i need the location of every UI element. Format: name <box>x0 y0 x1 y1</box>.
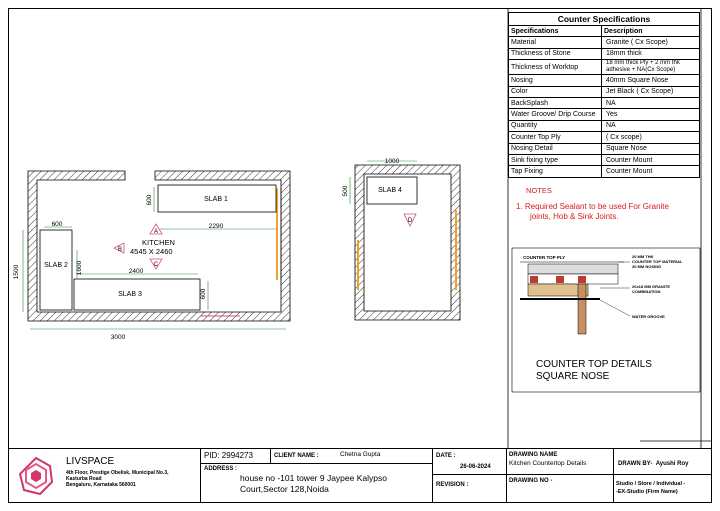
kitchen-dimensions <box>23 187 286 329</box>
detail-label-3: WATER GROOVE <box>632 314 665 319</box>
spec-key: Material <box>509 37 602 48</box>
pid: PID: 2994273 <box>204 451 253 460</box>
detail-counter-top-ply: COUNTER TOP PLY <box>523 255 566 260</box>
spec-key: Quantity <box>509 120 602 131</box>
client-name: Chetna Gupta <box>340 451 381 458</box>
spec-key: Tap Fixing <box>509 166 602 177</box>
spec-value: NA <box>602 120 700 131</box>
notes-line-1: 1. Required Sealant to be used For Granite <box>516 202 669 211</box>
dim-2400: 2400 <box>128 268 144 275</box>
detail-label-1b: COUNTER TOP MATERIAL <box>632 259 683 264</box>
drawn-by: DRAWN BY- Ayushi Roy <box>618 461 689 467</box>
dim-1500: 1500 <box>13 264 20 280</box>
room-2-walls <box>355 165 460 320</box>
dim-1600: 1600 <box>76 260 83 276</box>
detail-label-1a: 20 MM THK <box>632 254 654 259</box>
tag-b: B <box>117 247 123 253</box>
drawing-no-label: DRAWING NO - <box>509 478 553 484</box>
spec-key: Water Groove/ Drip Course <box>509 109 602 120</box>
spec-key: Nosing Detail <box>509 143 602 154</box>
dim-500: 500 <box>342 185 349 197</box>
detail-title-1: COUNTER TOP DETAILS <box>536 359 652 370</box>
spec-key: Thickness of Stone <box>509 48 602 59</box>
slab-4-label: SLAB 4 <box>378 187 402 194</box>
spec-value: NA <box>602 97 700 108</box>
spec-key: Nosing <box>509 75 602 86</box>
tag-a: A <box>153 229 159 235</box>
detail-label-1c: 20 MM NOSING <box>632 264 662 269</box>
date-value: 26-06-2024 <box>460 464 491 470</box>
spec-col-1: Specifications <box>509 26 602 37</box>
spec-value: Counter Mount <box>602 154 700 165</box>
spec-value: Granite ( Cx Scope) <box>602 37 700 48</box>
notes-title: NOTES <box>526 186 552 195</box>
counter-spec-table <box>508 12 700 178</box>
spec-value: Yes <box>602 109 700 120</box>
spec-key: Sink fixing type <box>509 154 602 165</box>
detail-label-2b: COMBINATION <box>632 289 661 294</box>
spec-value: Square Nose <box>602 143 700 154</box>
spec-key: Counter Top Ply <box>509 132 602 143</box>
address-label: ADDRESS : <box>204 466 238 472</box>
dim-3000: 3000 <box>110 334 126 341</box>
detail-label-2a: 20x18 MM GRANITE <box>632 284 671 289</box>
address: house no -101 tower 9 Jaypee Kalypso Court,Sector 128,Noida <box>240 473 387 494</box>
dim-600-top: 600 <box>51 221 63 228</box>
spec-value: 18 mm thick Ply + 2 mm thk adhesive + NA(Cx Scope) <box>602 60 700 75</box>
detail-title-2: SQUARE NOSE <box>536 371 610 382</box>
dim-600-slab1: 600 <box>146 194 153 206</box>
detail-title <box>536 359 652 383</box>
spec-value: 40mm Square Nose <box>602 75 700 86</box>
kitchen-size: 4545 X 2460 <box>130 247 173 256</box>
spec-key: BackSplash <box>509 97 602 108</box>
spec-title: Counter Specifications <box>509 13 700 26</box>
spec-value: 18mm thick <box>602 48 700 59</box>
brand-name: LIVSPACE <box>66 456 115 467</box>
tag-d: D <box>407 218 413 224</box>
drawing-name: Kitchen Countertop Details <box>509 460 587 467</box>
slab-3-label: SLAB 3 <box>118 291 142 298</box>
drawing-name-label: DRAWING NAME <box>509 452 558 458</box>
notes-line-2: joints, Hob & Sink Joints. <box>530 212 619 221</box>
dim-1000: 1000 <box>384 158 400 165</box>
slab-2 <box>40 230 72 310</box>
spec-col-2: Description <box>602 26 700 37</box>
spec-value: Jet Black ( Cx Scope) <box>602 86 700 97</box>
notes <box>512 186 702 222</box>
kitchen-label: KITCHEN <box>142 238 175 247</box>
tag-c: C <box>153 262 159 268</box>
slab-1-label: SLAB 1 <box>204 196 228 203</box>
spec-key: Color <box>509 86 602 97</box>
brand-address: 4th Floor, Prestige Obelisk, Municipal No.3, Kasturba Road Bengaluru, Karnataka 560001 <box>66 470 169 488</box>
client-label: CLIENT NAME : <box>274 453 319 459</box>
title-block <box>8 448 712 503</box>
spec-value: Counter Mount <box>602 166 700 177</box>
studio: Studio / Store / Individual - -EX-Studio (Firm Name) <box>616 481 686 495</box>
date-label: DATE : <box>436 453 456 459</box>
dim-2290: 2290 <box>208 223 224 230</box>
livspace-logo <box>14 454 58 498</box>
revision-label: REVISION : <box>436 482 469 488</box>
dim-600-slab3: 600 <box>200 288 207 300</box>
spec-key: Thickness of Worktop <box>509 60 602 75</box>
slab-2-label: SLAB 2 <box>44 262 68 269</box>
spec-value: ( Cx scope) <box>602 132 700 143</box>
